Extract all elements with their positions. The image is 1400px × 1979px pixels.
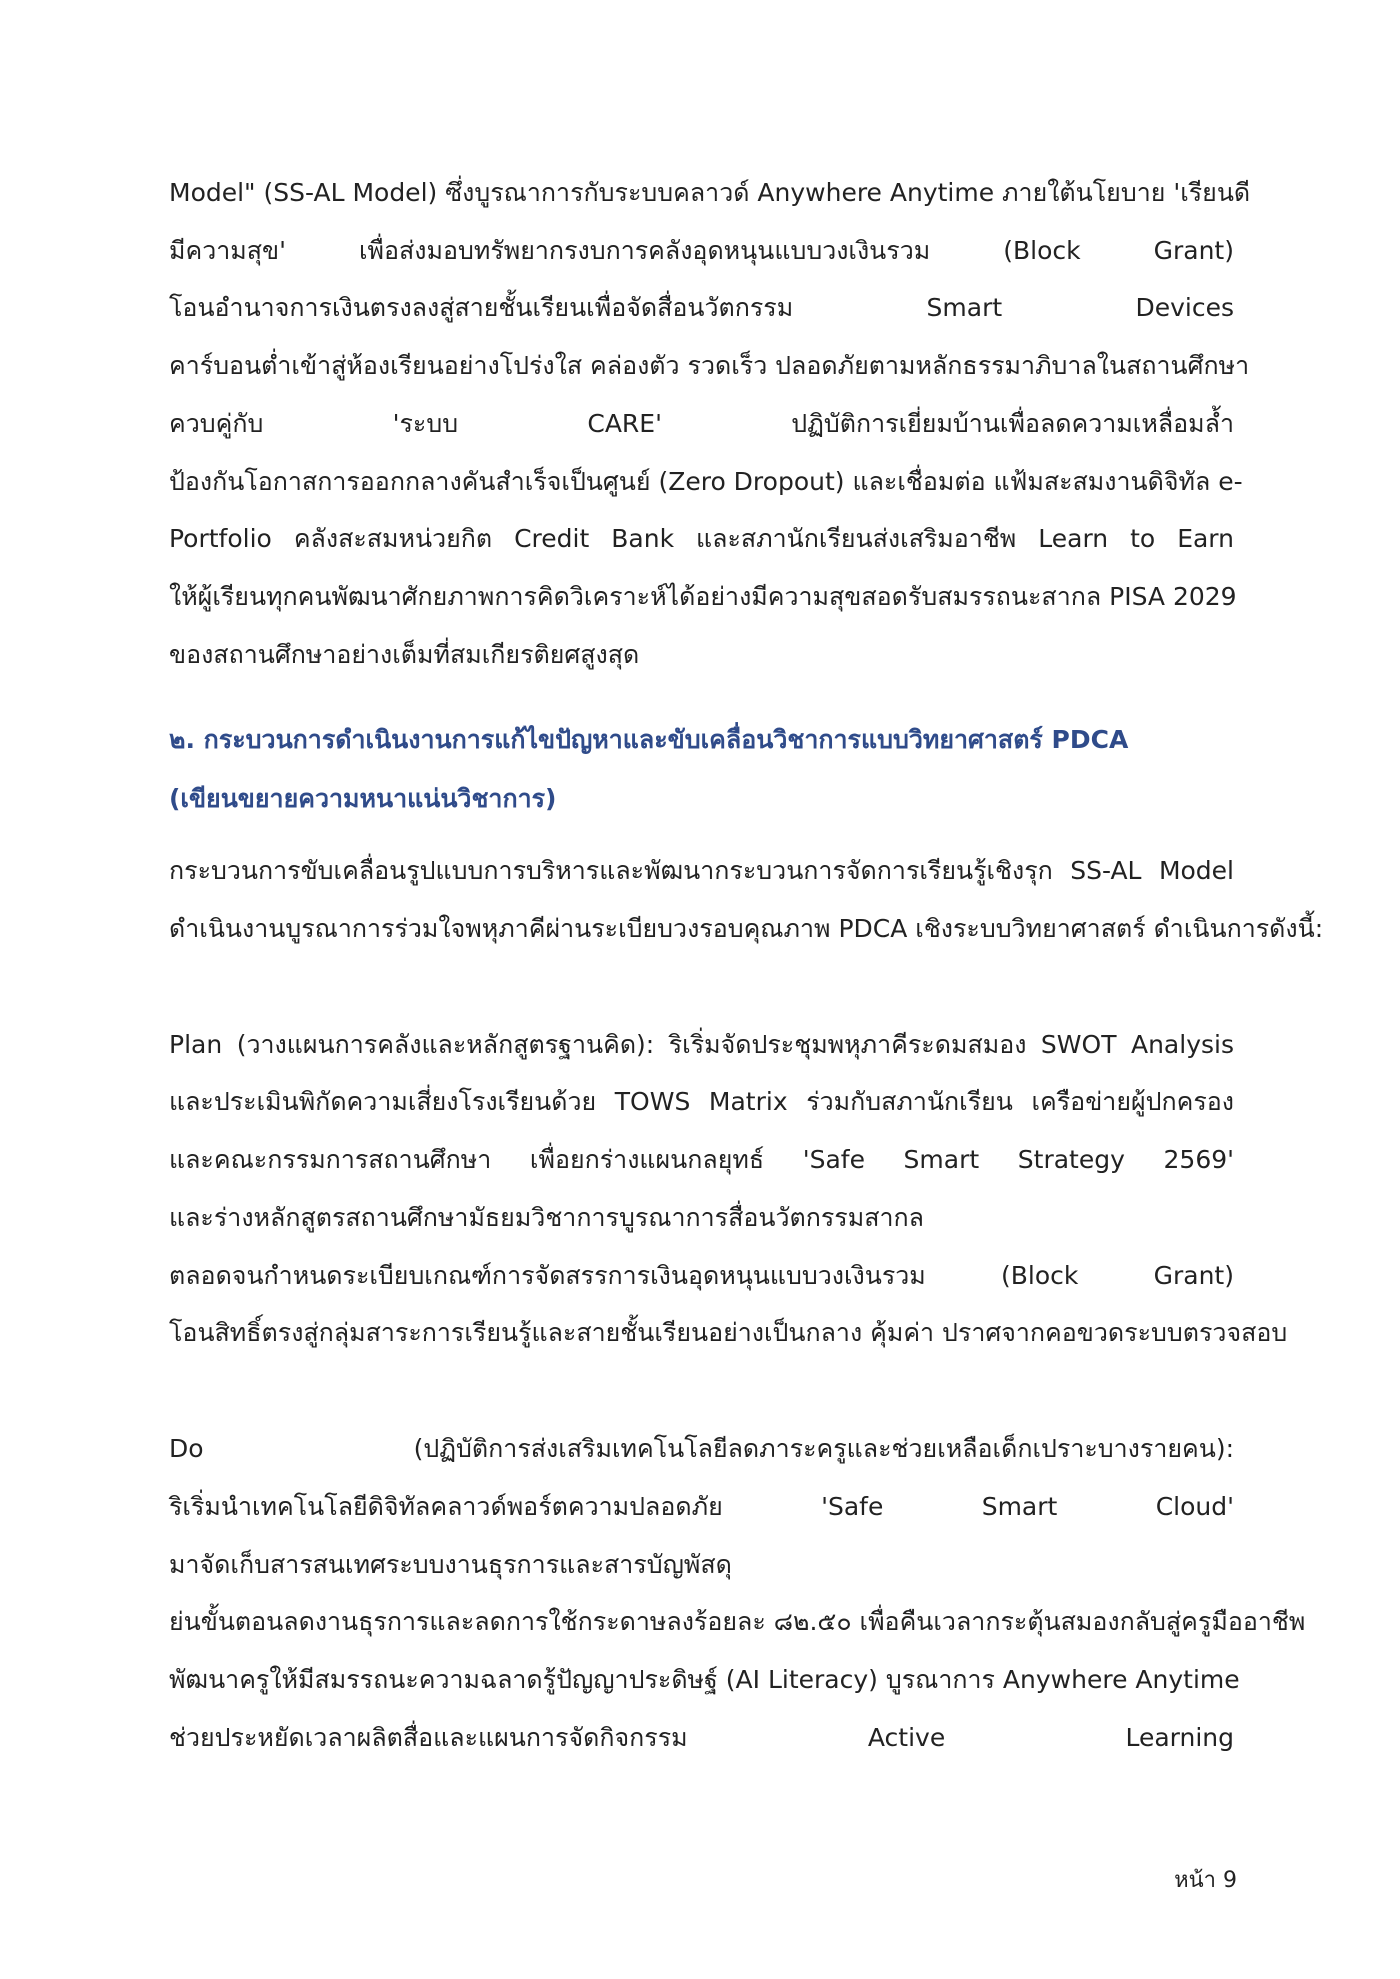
body-line: Portfolio คลังสะสมหน่วยกิต Credit Bank และสภานักเรียนส่งเสริมอาชีพ Learn to Earn [169, 524, 1234, 553]
body-line: ควบคู่กับ 'ระบบ CARE' ปฏิบัติการเยี่ยมบ้านเพื่อลดความเหลื่อมล้ำ [169, 409, 1234, 438]
plan-line: และร่างหลักสูตรสถานศึกษามัธยมวิชาการบูรณาการสื่อนวัตกรรมสากล [169, 1203, 924, 1232]
do-line: มาจัดเก็บสารสนเทศระบบงานธุรการและสารบัญพัสดุ [169, 1550, 732, 1579]
do-line: พัฒนาครูให้มีสมรรถนะความฉลาดรู้ปัญญาประดิษฐ์ (AI Literacy) บูรณาการ Anywhere Anytime [169, 1665, 1240, 1694]
plan-line: Plan (วางแผนการคลังและหลักสูตรฐานคิด): ริเริ่มจัดประชุมพหุภาคีระดมสมอง SWOT Analysis [169, 1030, 1234, 1059]
body-line: ของสถานศึกษาอย่างเต็มที่สมเกียรติยศสูงสุด [169, 640, 640, 669]
body-line: กระบวนการขับเคลื่อนรูปแบบการบริหารและพัฒนากระบวนการจัดการเรียนรู้เชิงรุก SS-AL Model [169, 856, 1234, 885]
body-line: ดำเนินงานบูรณาการร่วมใจพหุภาคีผ่านระเบียบวงรอบคุณภาพ PDCA เชิงระบบวิทยาศาสตร์ ดำเนินการดังนี้: [169, 914, 1324, 943]
plan-line: โอนสิทธิ์ตรงสู่กลุ่มสาระการเรียนรู้และสายชั้นเรียนอย่างเป็นกลาง คุ้มค่า ปราศจากคอขวดระบบตรวจสอบ [169, 1318, 1288, 1347]
do-line: Do (ปฏิบัติการส่งเสริมเทคโนโลยีลดภาระครูและช่วยเหลือเด็กเปราะบางรายคน): [169, 1434, 1234, 1463]
body-line: โอนอำนาจการเงินตรงลงสู่สายชั้นเรียนเพื่อจัดสื่อนวัตกรรม Smart Devices [169, 293, 1234, 322]
body-line: มีความสุข' เพื่อส่งมอบทรัพยากรงบการคลังอุดหนุนแบบวงเงินรวม (Block Grant) [169, 236, 1234, 265]
body-line: Model" (SS-AL Model) ซึ่งบูรณาการกับระบบคลาวด์ Anywhere Anytime ภายใต้นโยบาย 'เรียนดี [169, 178, 1251, 207]
plan-line: และประเมินพิกัดความเสี่ยงโรงเรียนด้วย TOWS Matrix ร่วมกับสภานักเรียน เครือข่ายผู้ปกครอง [169, 1087, 1234, 1116]
body-line: คาร์บอนต่ำเข้าสู่ห้องเรียนอย่างโปร่งใส คล่องตัว รวดเร็ว ปลอดภัยตามหลักธรรมาภิบาลในสถานศึกษา [169, 351, 1250, 380]
page-number: หน้า 9 [1174, 1868, 1237, 1893]
do-line: ช่วยประหยัดเวลาผลิตสื่อและแผนการจัดกิจกรรม Active Learning [169, 1723, 1234, 1752]
section-subheading: (เขียนขยายความหนาแน่นวิชาการ) [169, 784, 557, 813]
body-line: ป้องกันโอกาสการออกกลางคันสำเร็จเป็นศูนย์ (Zero Dropout) และเชื่อมต่อ แฟ้มสะสมงานดิจิทัล e- [169, 467, 1243, 496]
plan-line: และคณะกรรมการสถานศึกษา เพื่อยกร่างแผนกลยุทธ์ 'Safe Smart Strategy 2569' [169, 1145, 1234, 1174]
do-line: ริเริ่มนำเทคโนโลยีดิจิทัลคลาวด์พอร์ตความปลอดภัย 'Safe Smart Cloud' [169, 1492, 1234, 1521]
body-line: ให้ผู้เรียนทุกคนพัฒนาศักยภาพการคิดวิเคราะห์ได้อย่างมีความสุขสอดรับสมรรถนะสากล PISA 2029 [169, 582, 1237, 611]
plan-line: ตลอดจนกำหนดระเบียบเกณฑ์การจัดสรรการเงินอุดหนุนแบบวงเงินรวม (Block Grant) [169, 1261, 1234, 1290]
do-line: ย่นขั้นตอนลดงานธุรการและลดการใช้กระดาษลงร้อยละ ๘๒.๕๐ เพื่อคืนเวลากระตุ้นสมองกลับสู่ครูมืออาชีพ [169, 1607, 1306, 1636]
section-heading: ๒. กระบวนการดำเนินงานการแก้ไขปัญหาและขับเคลื่อนวิชาการแบบวิทยาศาสตร์ PDCA [169, 725, 1129, 754]
